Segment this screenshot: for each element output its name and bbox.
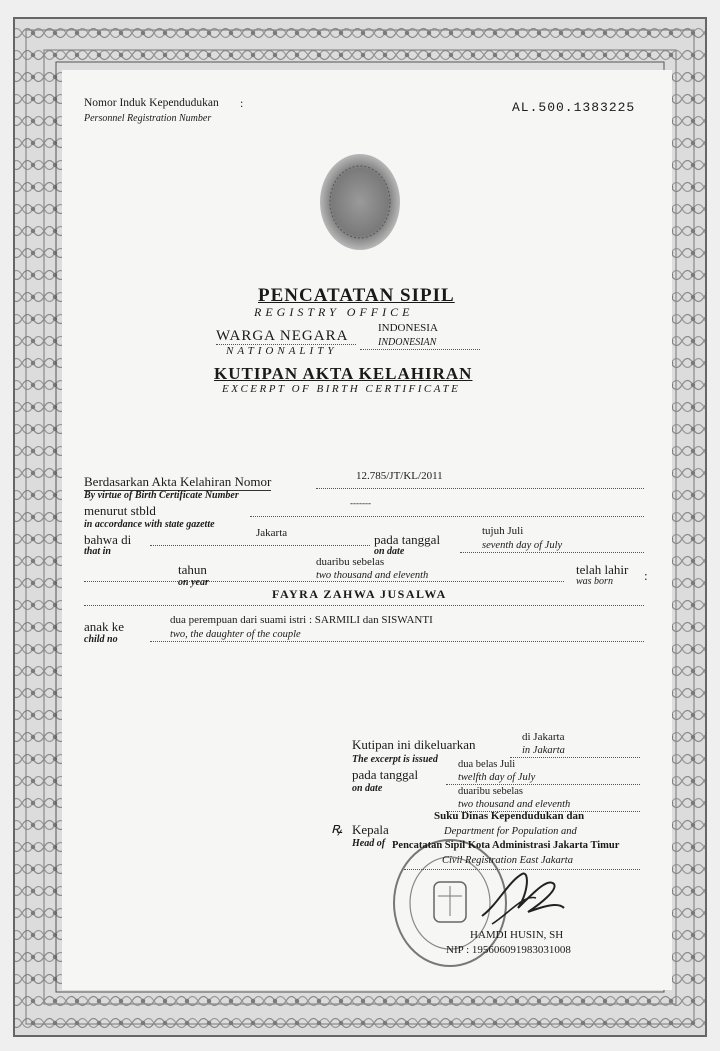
official-name: HAMDI HUSIN, SH [470, 929, 564, 941]
document-title-en: EXCERPT OF BIRTH CERTIFICATE [222, 383, 461, 395]
issue-date-value-en: twelfth day of July [458, 772, 536, 783]
reg-colon: : [240, 96, 244, 110]
stbld-label-en: in accordance with state gazette [84, 519, 215, 530]
child-value-en: two, the daughter of the couple [170, 629, 301, 640]
year-value: duaribu sebelas [316, 556, 385, 568]
office-title: PENCATATAN SIPIL [258, 285, 455, 306]
head-label: Kepala [352, 822, 389, 837]
issue-year-value-en: two thousand and eleventh [458, 799, 571, 810]
year-label: tahun [178, 562, 207, 577]
stbld-label: menurut stbld [84, 503, 156, 518]
year-label-en: on year [178, 577, 209, 588]
citizen-value-en: INDONESIAN [378, 337, 437, 348]
dept-line2: Pencatatan Sipil Kota Administrasi Jakarta Timur [392, 840, 620, 851]
issue-date-label: pada tanggal [352, 767, 419, 782]
citizen-value: INDONESIA [378, 322, 438, 334]
document-title: KUTIPAN AKTA KELAHIRAN [214, 364, 473, 383]
place-value: Jakarta [256, 527, 288, 539]
citizen-label: WARGA NEGARA [216, 328, 349, 344]
office-title-en: REGISTRY OFFICE [254, 305, 414, 319]
signature [478, 864, 568, 934]
reg-label-en: Personnel Registration Number [84, 113, 212, 124]
place-label: bahwa di [84, 532, 132, 547]
initial-mark: ꝶ [331, 821, 343, 837]
dept-line2-en: Civil Registration East Jakarta [442, 855, 573, 866]
head-label-en: Head of [352, 838, 386, 849]
born-colon: : [644, 568, 648, 583]
official-nip: NIP : 195606091983031008 [446, 944, 571, 956]
issue-year-value: duaribu sebelas [458, 786, 524, 797]
date-label: pada tanggal [374, 532, 441, 547]
issued-place-en: in Jakarta [522, 745, 565, 756]
dept-line1-en: Department for Population and [444, 826, 577, 837]
reg-number: AL.500.1383225 [512, 100, 636, 115]
dept-line1: Suku Dinas Kependudukan dan [434, 810, 585, 822]
basis-label-en: By virtue of Birth Certificate Number [84, 490, 239, 501]
year-value-en: two thousand and eleventh [316, 570, 429, 581]
born-label: telah lahir [576, 562, 629, 577]
issued-label: Kutipan ini dikeluarkan [352, 737, 476, 752]
child-value: dua perempuan dari suami istri : SARMILI dan SISWANTI [170, 614, 433, 626]
date-label-en: on date [374, 546, 405, 557]
stbld-value: ------- [350, 498, 371, 508]
issue-date-value: dua belas Juli [458, 759, 516, 770]
date-value: tujuh Juli [482, 525, 524, 537]
date-value-en: seventh day of July [482, 540, 563, 551]
basis-label: Berdasarkan Akta Kelahiran Nomor [84, 474, 272, 489]
issued-place: di Jakarta [522, 731, 565, 743]
child-label-en: child no [84, 634, 118, 645]
cert-number: 12.785/JT/KL/2011 [356, 470, 443, 482]
child-label: anak ke [84, 619, 125, 634]
child-name: FAYRA ZAHWA JUSALWA [272, 587, 447, 601]
reg-label: Nomor Induk Kependudukan [84, 97, 219, 109]
place-label-en: that in [84, 546, 111, 557]
issue-date-label-en: on date [352, 783, 383, 794]
born-label-en: was born [576, 576, 613, 587]
embossed-seal [318, 152, 402, 252]
issued-label-en: The excerpt is issued [352, 754, 438, 765]
citizen-label-en: NATIONALITY [226, 345, 338, 357]
